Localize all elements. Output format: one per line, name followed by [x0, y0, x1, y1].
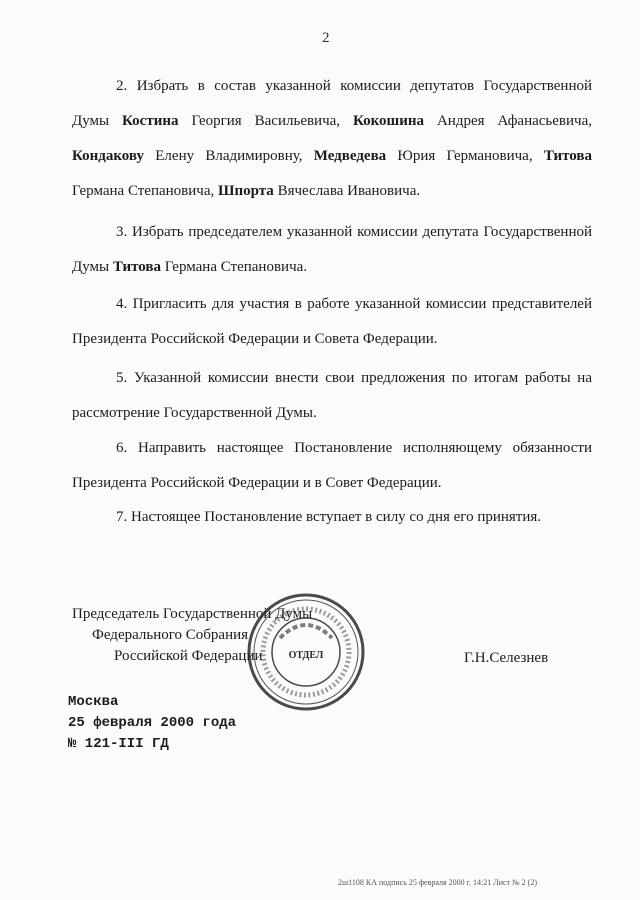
fax-footer: 2ш1108 КА подпись 25 февраля 2000 г. 14:21 Лист № 2 (2) — [338, 878, 537, 887]
paragraph-4 — [72, 287, 592, 357]
p3-text-1: 3. Избрать председателем указанной комиссии депутата Государственной Думы — [72, 224, 592, 275]
date: 25 февраля 2000 года — [68, 715, 237, 731]
signatory-name: Г.Н.Селезнев — [464, 650, 549, 666]
p2-name-kostin: Костина — [122, 113, 179, 129]
signatory-line-3: Российской Федерации — [114, 648, 263, 664]
p2-name-medvedev: Медведева — [313, 148, 387, 164]
p2-text-1: 2. Избрать в состав указанной комиссии депутатов Государственной Думы — [72, 78, 592, 129]
p2-name-kokoshin: Кокошина — [352, 113, 425, 129]
page-number: 2 — [322, 30, 330, 46]
official-stamp-seal — [246, 592, 366, 712]
p2-name-kondakova: Кондакову — [72, 148, 145, 164]
stamp-center-label: ОТДЕЛ — [288, 650, 324, 661]
paragraph-5 — [72, 361, 592, 431]
p2-name-titov: Титова — [543, 148, 592, 164]
p5-text: 5. Указанной комиссии внести свои предложения по итогам работы на рассмотрение Государственной Думы. — [72, 370, 592, 421]
p6-text: 6. Направить настоящее Постановление исполняющему обязанности Президента Российской Федерации и в Совет Федерации. — [72, 440, 592, 491]
paragraph-6 — [72, 431, 592, 501]
p2-text-5: Юрия Германовича, — [386, 148, 544, 164]
place: Москва — [68, 694, 119, 710]
resolution-number: № 121-III ГД — [68, 736, 169, 752]
p2-text-6: Германа Степановича, — [72, 183, 218, 199]
paragraph-2 — [72, 69, 592, 209]
p3-text-2: Германа Степановича. — [161, 259, 308, 275]
signatory-line-1: Председатель Государственной Думы — [72, 606, 313, 622]
p2-text-2: Георгия Васильевича, — [178, 113, 353, 129]
p2-text-7: Вячеслава Ивановича. — [273, 183, 421, 199]
paragraph-3 — [72, 215, 592, 285]
p2-text-4: Елену Владимировну, — [144, 148, 314, 164]
p2-name-shport: Шпорта — [218, 183, 274, 199]
signatory-line-2: Федерального Собрания — [92, 627, 249, 643]
place-date-number — [68, 692, 236, 755]
p2-text-3: Андрея Афанасьевича, — [424, 113, 592, 129]
paragraph-7 — [72, 500, 592, 535]
p7-text: 7. Настоящее Постановление вступает в силу со дня его принятия. — [116, 509, 542, 525]
p4-text: 4. Пригласить для участия в работе указанной комиссии представителей Президента Российской Федерации и Совета Федерации. — [72, 296, 592, 347]
p3-name-titov: Титова — [112, 259, 162, 275]
